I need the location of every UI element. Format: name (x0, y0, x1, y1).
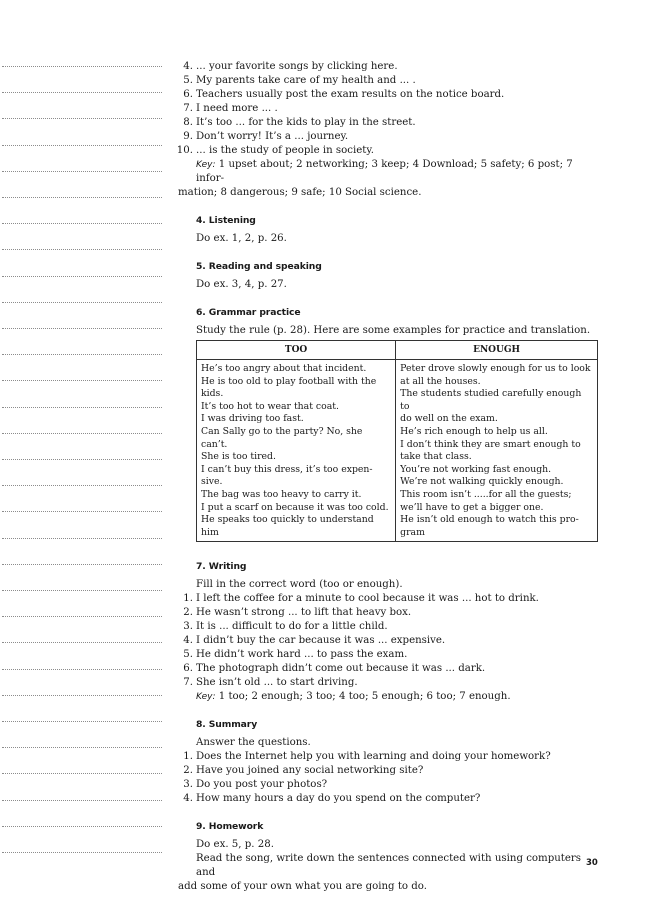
list-item: 5. My parents take care of my health and ... . (183, 75, 416, 86)
too-example-line: kids. (201, 388, 224, 400)
answer-key-continued: mation; 8 dangerous; 9 safe; 10 Social science. (178, 187, 422, 198)
margin-note-line (2, 721, 162, 722)
margin-note-line (2, 642, 162, 643)
grammar-intro: Study the rule (p. 28). Here are some examples for practice and translation. (196, 325, 591, 336)
margin-note-line (2, 459, 162, 460)
enough-example-line: do well on the exam. (400, 413, 498, 425)
enough-example-line: He’s rich enough to help us all. (400, 425, 548, 437)
margin-note-line (2, 92, 162, 93)
too-example-line: He speaks too quickly to understand (201, 514, 374, 526)
list-item: 3. It is ... difficult to do for a little child. (183, 621, 388, 633)
section-title-writing: 7. Writing (196, 561, 247, 573)
section-title-reading: 5. Reading and speaking (196, 261, 322, 272)
homework-description: Read the song, write down the sentences connected with using computers and (196, 853, 582, 879)
margin-note-line (2, 223, 162, 224)
margin-note-line (2, 276, 162, 277)
enough-example-line: This room isn’t .....for all the guests; (400, 488, 572, 500)
page-number: 30 (586, 858, 598, 868)
enough-example-line: I don’t think they are smart enough to (400, 438, 581, 450)
margin-note-line (2, 826, 162, 827)
list-item: 4. How many hours a day do you spend on the computer? (183, 793, 481, 805)
margin-note-line (2, 695, 162, 696)
list-item: 1. Does the Internet help you with learning and doing your homework? (183, 751, 551, 763)
margin-note-line (2, 564, 162, 565)
grammar-table (196, 340, 598, 542)
too-example-line: I can’t buy this dress, it’s too expen- (201, 463, 373, 475)
margin-note-line (2, 590, 162, 591)
too-example-line: The bag was too heavy to carry it. (201, 488, 362, 500)
table-header-enough: ENOUGH (396, 341, 598, 360)
margin-note-line (2, 171, 162, 172)
list-item: 3. Do you post your photos? (183, 779, 328, 791)
enough-example-line: take that class. (400, 451, 472, 463)
margin-note-line (2, 354, 162, 355)
summary-question-list (178, 750, 598, 806)
margin-note-line (2, 616, 162, 617)
margin-note-line (2, 380, 162, 381)
margin-note-line (2, 118, 162, 119)
margin-note-line (2, 485, 162, 486)
margin-note-line (2, 407, 162, 408)
margin-note-line (2, 249, 162, 250)
list-item: 6. The photograph didn’t come out because it was ... dark. (183, 663, 486, 675)
section-title-homework: 9. Homework (196, 821, 264, 833)
notes-margin (0, 0, 165, 900)
list-item: 4. I didn’t buy the car because it was ... expensive. (183, 635, 446, 647)
section-title-listening: 4. Listening (196, 215, 256, 226)
too-example-line: I put a scarf on because it was too cold. (201, 501, 389, 513)
list-item: 7. I need more ... . (183, 103, 278, 114)
margin-note-line (2, 538, 162, 539)
list-item: 6. Teachers usually post the exam results on the notice board. (183, 89, 505, 100)
margin-note-line (2, 773, 162, 774)
list-item: 9. Don’t worry! It’s a ... journey. (183, 131, 349, 142)
too-example-line: him (201, 526, 219, 538)
enough-example-line: gram (400, 526, 425, 538)
margin-note-line (2, 800, 162, 801)
enough-example-line: He isn’t old enough to watch this pro- (400, 514, 579, 526)
enough-example-line: Peter drove slowly enough for us to look (400, 363, 591, 374)
homework-task: Do ex. 5, p. 28. (196, 839, 274, 851)
too-example-line: sive. (201, 476, 223, 488)
margin-note-line (2, 433, 162, 434)
margin-note-line (2, 197, 162, 198)
list-item: 8. It’s too ... for the kids to play in the street. (183, 117, 416, 128)
list-item: 10. ... is the study of people in society. (176, 145, 375, 156)
homework-description-continued: add some of your own what you are going to do. (178, 881, 427, 893)
too-example-line: I was driving too fast. (201, 413, 304, 425)
writing-intro: Fill in the correct word (too or enough). (196, 579, 403, 591)
enough-example-line: we’ll have to get a bigger one. (400, 501, 544, 513)
list-item: 5. He didn’t work hard ... to pass the exam. (183, 649, 408, 661)
section-title-summary: 8. Summary (196, 719, 258, 731)
summary-intro: Answer the questions. (196, 737, 311, 749)
reading-task: Do ex. 3, 4, p. 27. (196, 279, 287, 290)
too-example-line: Can Sally go to the party? No, she can’t. (201, 425, 363, 450)
list-item: 2. Have you joined any social networking site? (183, 765, 424, 777)
too-example-line: It’s too hot to wear that coat. (201, 400, 339, 412)
list-item: 1. I left the coffee for a minute to cool because it was ... hot to drink. (183, 593, 539, 605)
margin-note-line (2, 145, 162, 146)
writing-exercise-list (178, 592, 598, 690)
margin-note-line (2, 852, 162, 853)
table-header-too: TOO (197, 341, 396, 360)
list-item: 7. She isn’t old ... to start driving. (183, 677, 358, 689)
margin-note-line (2, 669, 162, 670)
vocabulary-exercise-list (178, 60, 598, 158)
margin-note-line (2, 66, 162, 67)
margin-note-line (2, 511, 162, 512)
enough-example-line: You’re not working fast enough. (400, 463, 552, 475)
enough-examples-cell (396, 360, 598, 542)
too-examples-cell (197, 360, 396, 542)
section-title-grammar: 6. Grammar practice (196, 307, 301, 318)
margin-note-line (2, 328, 162, 329)
too-example-line: He’s too angry about that incident. (201, 363, 367, 374)
list-item: 2. He wasn’t strong ... to lift that heavy box. (183, 607, 412, 619)
enough-example-line: We’re not walking quickly enough. (400, 476, 564, 488)
enough-example-line: The students studied carefully enough to (400, 388, 582, 412)
list-item: 4. ... your favorite songs by clicking here. (183, 61, 398, 72)
margin-note-line (2, 302, 162, 303)
enough-example-line: at all the houses. (400, 375, 481, 387)
margin-note-line (2, 747, 162, 748)
too-example-line: He is too old to play football with the (201, 375, 377, 387)
lesson-content (178, 60, 598, 894)
answer-key: Key: 1 upset about; 2 networking; 3 keep; 4 Download; 5 safety; 6 post; 7 infor- (196, 159, 573, 184)
listening-task: Do ex. 1, 2, p. 26. (196, 233, 287, 244)
writing-answer-key: Key: 1 too; 2 enough; 3 too; 4 too; 5 enough; 6 too; 7 enough. (196, 691, 511, 703)
too-example-line: She is too tired. (201, 451, 276, 463)
